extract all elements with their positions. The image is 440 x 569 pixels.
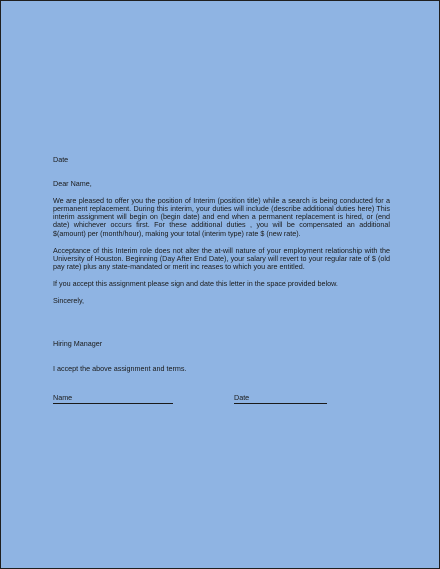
closing: Sincerely, — [53, 296, 85, 306]
date-label: Date — [234, 392, 250, 402]
signature-row — [53, 393, 390, 407]
acceptance-statement: I accept the above assignment and terms. — [53, 363, 187, 373]
letter-body — [53, 156, 390, 407]
date-signature-line — [234, 393, 327, 404]
signer-title: Hiring Manager — [53, 339, 103, 349]
offer-paragraph: We are pleased to offer you the position of Interim (position title) while a search is being conducted for a permanent replacement. During this interim, your duties will include (describe additional duties here) This interim assignment will begin on (begin date) and end when a permanent replacement is hired, or (end date) whichever occurs first. For these additional duties , you will be compensated an additional $(amount) per (month/hour), making your total (interim type) rate $ (new rate). — [53, 195, 390, 238]
letter-date: Date — [53, 155, 69, 164]
acceptance-terms-paragraph: Acceptance of this Interim role does not alter the at-will nature of your employment relationship with the University of Houston. Beginning (Day After End Date), your salary will revert to your regular rate of $ (old pay rate) plus any state-mandated or merit inc reases to which you are entitled. — [53, 245, 390, 272]
name-signature-line — [53, 393, 173, 404]
name-label: Name — [53, 392, 73, 402]
sign-instruction-paragraph: If you accept this assignment please sign and date this letter in the space provided below. — [53, 279, 338, 289]
greeting: Dear Name, — [53, 179, 92, 189]
